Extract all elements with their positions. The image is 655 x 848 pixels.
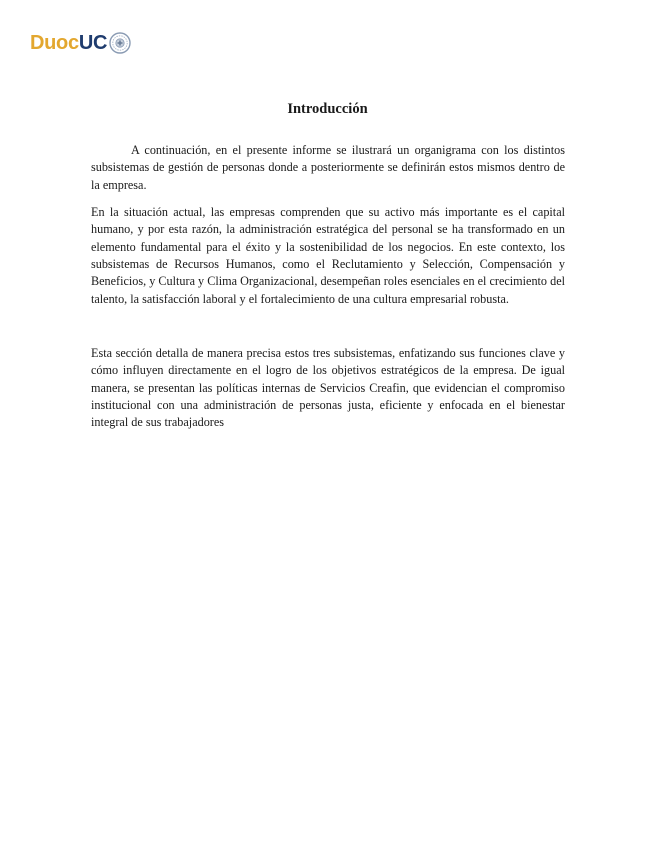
university-seal-icon bbox=[109, 32, 131, 54]
duoc-uc-logo bbox=[30, 31, 131, 55]
logo-duoc-text: Duoc bbox=[30, 32, 79, 54]
logo-uc-text: UC bbox=[78, 32, 108, 54]
intro-paragraph-1: A continuación, en el presente informe se ilustrará un organigrama con los distintos subsistemas de gestión de personas donde a posteriormente se definirán estos mismos dentro de la empresa. bbox=[91, 143, 565, 192]
intro-paragraph-2: En la situación actual, las empresas comprenden que su activo más importante es el capital humano, y por esta razón, la administración estratégica del personal se ha transformado en un elemento fundamental para el éxito y la sostenibilidad de los negocios. En este contexto, los subsistemas de Recursos Humanos, como el Reclutamiento y Selección, Compensación y Beneficios, y Cultura y Clima Organizacional, desempeñan roles esenciales en el crecimiento del talento, la satisfacción laboral y el fortalecimiento de una cultura empresarial robusta. bbox=[91, 205, 565, 306]
page-title: Introducción bbox=[287, 101, 368, 117]
intro-paragraph-3: Esta sección detalla de manera precisa estos tres subsistemas, enfatizando sus funciones clave y cómo influyen directamente en el logro de los objetivos estratégicos de la empresa. De igual manera, se presentan las políticas internas de Servicios Creafin, que evidencian el compromiso institucional con una administración de personas justa, eficiente y enfocada en el bienestar integral de sus trabajadores bbox=[91, 346, 565, 430]
